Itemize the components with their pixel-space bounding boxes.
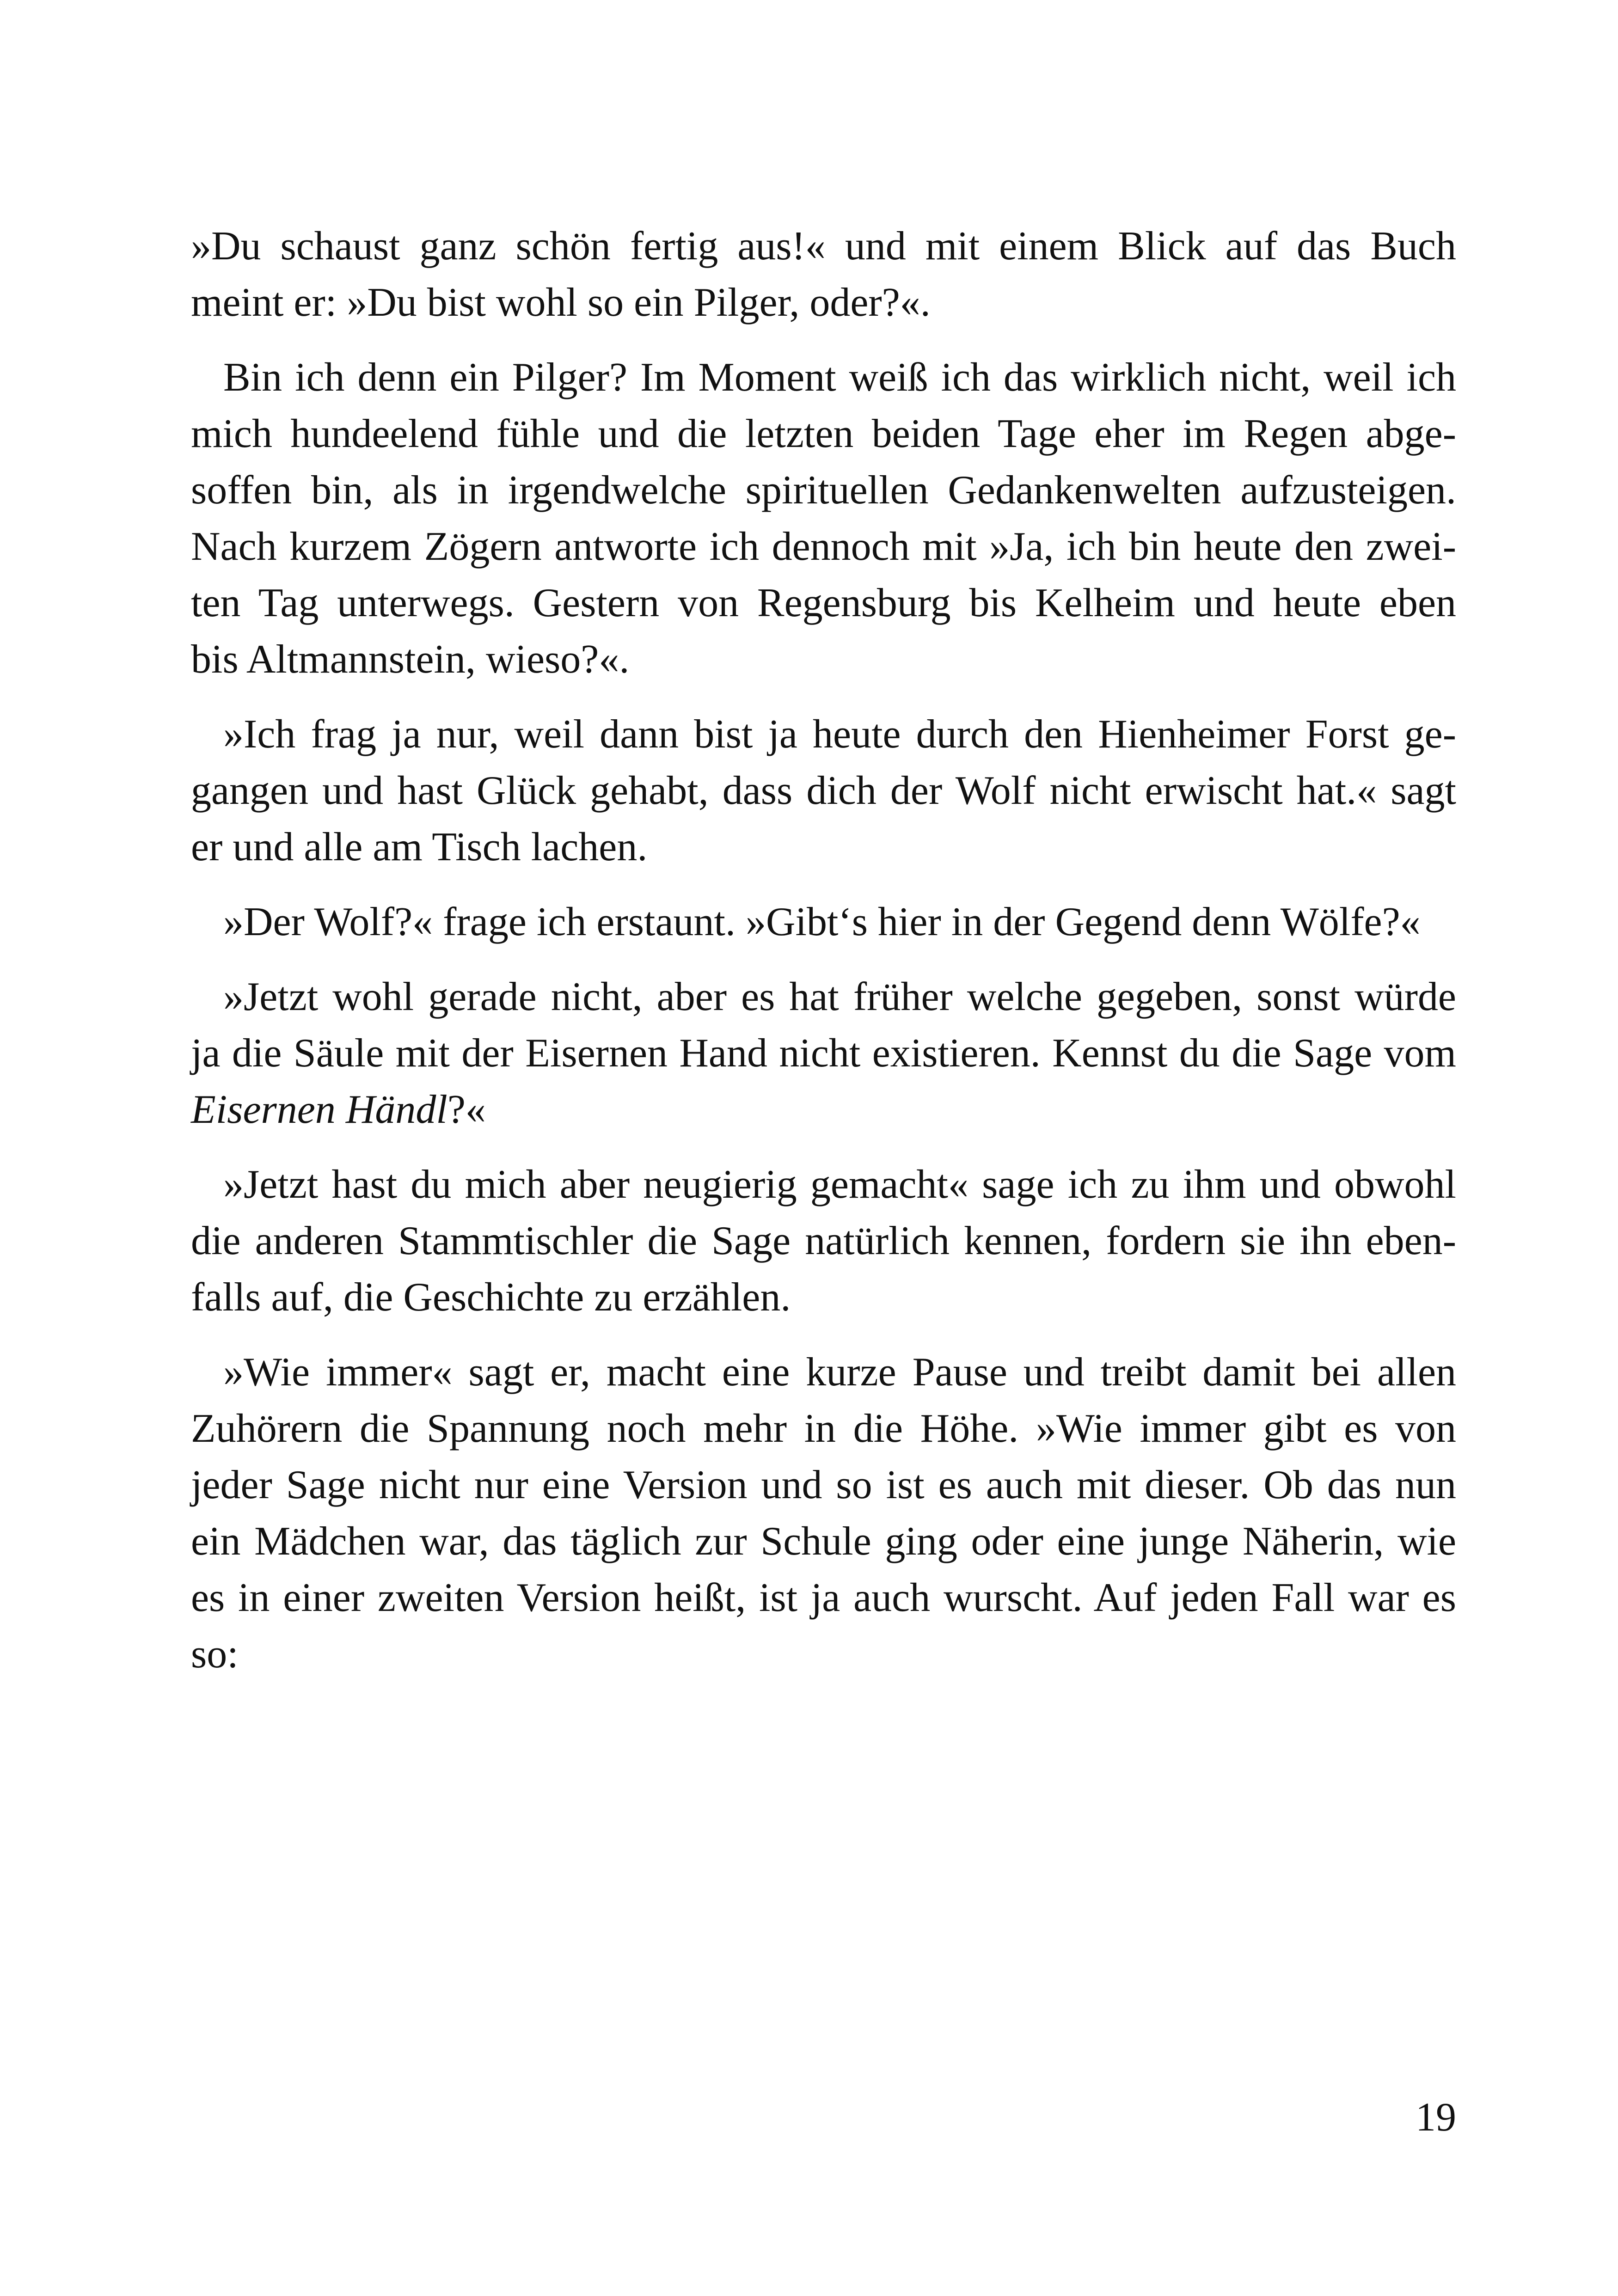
paragraph (191, 1344, 1456, 1683)
paragraph (191, 969, 1456, 1138)
text-line: gangen und hast Glück gehabt, dass dich der Wolf nicht erwischt hat.« sagt (191, 768, 1456, 813)
text-line: Nach kurzem Zögern antworte ich dennoch mit »Ja, ich bin heute den zwei- (191, 524, 1456, 569)
text-line: es in einer zweiten Version heißt, ist ja auch wurscht. Auf jeden Fall war es (191, 1575, 1456, 1620)
text-line: bis Altmannstein, wieso?«. (191, 637, 630, 682)
page-number: 19 (1416, 2095, 1456, 2140)
text-line: jeder Sage nicht nur eine Version und so ist es auch mit dieser. Ob das nun (191, 1463, 1456, 1507)
text-line: meint er: »Du bist wohl so ein Pilger, oder?«. (191, 280, 931, 325)
text-line: Bin ich denn ein Pilger? Im Moment weiß ich das wirklich nicht, weil ich (223, 355, 1456, 400)
text-line: so: (191, 1632, 239, 1677)
paragraph (191, 218, 1456, 331)
text-line: er und alle am Tisch lachen. (191, 825, 648, 869)
text-line: falls auf, die Geschichte zu erzählen. (191, 1275, 791, 1320)
text-line: »Wie immer« sagt er, macht eine kurze Pause und treibt damit bei allen (223, 1350, 1456, 1395)
text-line: »Jetzt wohl gerade nicht, aber es hat früher welche gegeben, sonst würde (223, 974, 1456, 1019)
text-line: ein Mädchen war, das täglich zur Schule ging oder eine junge Näherin, wie (191, 1519, 1456, 1564)
text-line: mich hundeelend fühle und die letzten beiden Tage eher im Regen abge- (191, 411, 1456, 456)
paragraph (191, 349, 1456, 688)
text-fragment: ?« (447, 1087, 486, 1132)
page-body (191, 218, 1456, 1701)
text-line: Zuhörern die Spannung noch mehr in die Höhe. »Wie immer gibt es von (191, 1406, 1456, 1451)
text-line: ten Tag unterwegs. Gestern von Regensburg bis Kelheim und heute eben (191, 581, 1456, 625)
text-line: soffen bin, als in irgendwelche spirituellen Gedankenwelten aufzusteigen. (191, 468, 1456, 513)
text-line: »Der Wolf?« frage ich erstaunt. »Gibt‘s hier in der Gegend denn Wölfe?« (223, 900, 1421, 944)
text-line: »Jetzt hast du mich aber neugierig gemacht« sage ich zu ihm und obwohl (223, 1162, 1456, 1207)
paragraph (191, 1157, 1456, 1326)
text-line (191, 1082, 1456, 1138)
text-line: »Ich frag ja nur, weil dann bist ja heute durch den Hienheimer Forst ge- (223, 712, 1456, 757)
paragraph (191, 894, 1456, 950)
text-line: ja die Säule mit der Eisernen Hand nicht existieren. Kennst du die Sage vom (191, 1031, 1456, 1076)
italic-title: Eisernen Händl (191, 1087, 447, 1132)
paragraph (191, 706, 1456, 876)
text-line: »Du schaust ganz schön fertig aus!« und mit einem Blick auf das Buch (191, 224, 1456, 269)
text-line: die anderen Stammtischler die Sage natürlich kennen, fordern sie ihn eben- (191, 1218, 1456, 1263)
